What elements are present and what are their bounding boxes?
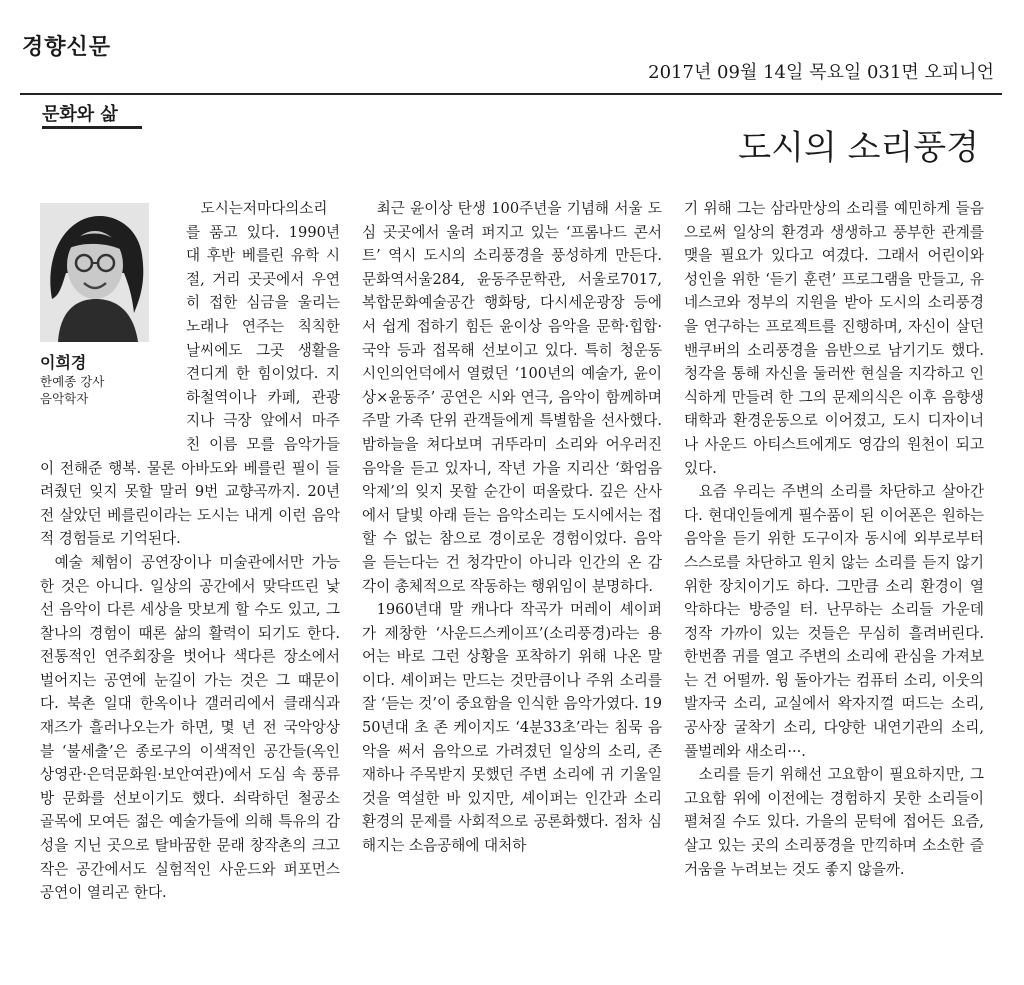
article-column-3 xyxy=(684,197,984,881)
section-label: 문화와 삶 xyxy=(42,104,118,125)
article-paragraph: 기 위해 그는 삼라만상의 소리를 예민하게 들음으로써 일상의 환경과 생생하고 풍부한 관계를 맺을 필요가 있다고 여겼다. 그래서 어린이와 성인을 위한 ‘듣기 훈련’ 프로그램을 만들고, 유네스코와 정부의 지원을 받아 도시의 소리풍경을 연구하는 프로젝트를 진행하며, 자신이 살던 밴쿠버의 소리풍경을 음반으로 남기기도 했다. 청각을 통해 자신을 둘러싼 현실을 지각하고 인식하게 만들려 한 그의 문제의식은 이후 음향생태학과 환경운동으로 이어졌고, 도시 디자이너나 사운드 아티스트에게도 영감의 원천이 되고 있다. xyxy=(684,200,984,477)
article-headline: 도시의 소리풍경 xyxy=(738,128,979,168)
section-underline xyxy=(42,126,142,129)
article-paragraph: 1960년대 말 캐나다 작곡가 머레이 셰이퍼가 제창한 ‘사운드스케이프’(소리풍경)라는 용어는 바로 그런 상황을 포착하기 위해 나온 말이다. 셰이퍼는 만드는 것만큼이나 주위 소리를 잘 ‘듣는 것’이 중요함을 인식한 음악가였다. 1950년대 초 존 케이지도 ‘4분33초’라는 침묵 음악을 써서 음악으로 가려졌던 일상의 소리, 존재하나 주목받지 못했던 주변 소리에 귀 기울일 것을 역설한 바 있지만, 셰이퍼는 인간과 소리 환경의 문제를 사회적으로 공론화했다. 점차 심해지는 소음공해에 대처하 xyxy=(362,601,662,855)
author-role: 음악학자 xyxy=(40,391,89,406)
article-paragraph: 요즘 우리는 주변의 소리를 차단하고 살아간다. 현대인들에게 필수품이 된 이어폰은 원하는 음악을 듣기 위한 도구이자 동시에 외부로부터 스스로를 차단하고 원치 않는 소리를 듣지 않기 위한 장치이기도 하다. 그만큼 소리 환경이 열악하다는 방증일 터. 난무하는 소리들 가운데 정작 가까이 있는 것들은 무심히 흘려버린다. 한번쯤 귀를 열고 주변의 소리에 관심을 가져보는 건 어떨까. 윙 돌아가는 컴퓨터 소리, 이웃의 발자국 소리, 교실에서 왁자지껄 떠드는 소리, 공사장 굴착기 소리, 다양한 내연기관의 소리, 풀벌레와 새소리···. xyxy=(684,483,984,760)
article-paragraph: 소리를 듣기 위해선 고요함이 필요하지만, 그 고요함 위에 이전에는 경험하지 못한 소리들이 펼쳐질 수도 있다. 가을의 문턱에 접어든 요즘, 살고 있는 곳의 소리풍경을 만끽하며 소소한 즐거움을 누려보는 것도 좋지 않을까. xyxy=(684,766,984,878)
byline-spacer xyxy=(40,197,186,433)
article-paragraph: 예술 체험이 공연장이나 미술관에서만 가능한 것은 아니다. 일상의 공간에서 맞닥뜨린 낯선 음악이 다른 세상을 맛보게 할 수도 있고, 그 찰나의 경험이 때론 삶의 활력이 되기도 한다. 전통적인 연주회장을 벗어나 색다른 장소에서 벌어지는 공연에 눈길이 가는 것은 그 때문이다. 북촌 일대 한옥이나 갤러리에서 클래식과 재즈가 흘러나오는가 하면, 몇 년 전 국악앙상블 ‘불세출’은 종로구의 이색적인 공간들(옥인상영관·은덕문화원·보안여관)에서 도심 속 풍류방 문화를 선보이기도 했다. 쇠락하던 철공소 골목에 모여든 젊은 예술가들에 의해 특유의 감성을 지닌 곳으로 탈바꿈한 문래 창작촌의 크고 작은 공간에서도 실험적인 사운드와 퍼포먼스 공연이 열리곤 한다. xyxy=(40,553,340,902)
dateline: 2017년 09월 14일 목요일 031면 오피니언 xyxy=(648,62,994,83)
article-paragraph: 최근 윤이상 탄생 100주년을 기념해 서울 도심 곳곳에서 울려 퍼지고 있는 ‘프롬나드 콘서트’ 역시 도시의 소리풍경을 풍성하게 만든다. 문화역서울284, 윤동주문학관, 서울로7017, 복합문화예술공간 행화탕, 다시세운광장 등에서 쉽게 접하기 힘든 윤이상 음악을 문학·힙합·국악 등과 접목해 선보이고 있다. 특히 청운동 시인의언덕에서 열렸던 ‘100년의 예술가, 윤이상×윤동주’ 공연은 시와 연극, 음악이 함께하며 주말 가족 단위 관객들에게 특별함을 선사했다. 밤하늘을 쳐다보며 귀뚜라미 소리와 어우러진 음악을 듣고 있자니, 작년 가을 지리산 ‘화엄음악제’의 잊지 못할 순간이 떠올랐다. 깊은 산사에서 달빛 아래 듣는 음악소리는 도시에서는 접할 수 없는 참으로 경이로운 경험이었다. 음악을 듣는다는 건 청각만이 아니라 인간의 온 감각이 총체적으로 작동하는 행위임이 분명하다. xyxy=(362,200,662,595)
article-paragraph: 도시는저마다의소리를 품고 있다. 1990년대 후반 베를린 유학 시절, 거리 곳곳에서 우연히 접한 심금을 울리는 노래나 연주는 칙칙한 날씨에도 그곳 생활을 견디게 한 힘이었다. 지하철역이나 카페, 관광지나 극장 앞에서 마주친 이름 모를 음악가들이 전해준 행복. 물론 아바도와 베를린 필이 들려줬던 잊지 못할 말러 9번 교향곡까지. 20년 전 살았던 베를린이라는 도시는 내게 이런 음악적 경험들로 기억된다. xyxy=(40,200,340,548)
newspaper-masthead: 경향신문 xyxy=(22,35,112,60)
header-rule xyxy=(20,93,1002,95)
article-column-2 xyxy=(362,197,662,858)
article-column-1 xyxy=(40,197,340,905)
author-name: 이희경 xyxy=(40,353,87,372)
author-title: 한예종 강사 xyxy=(40,374,105,389)
